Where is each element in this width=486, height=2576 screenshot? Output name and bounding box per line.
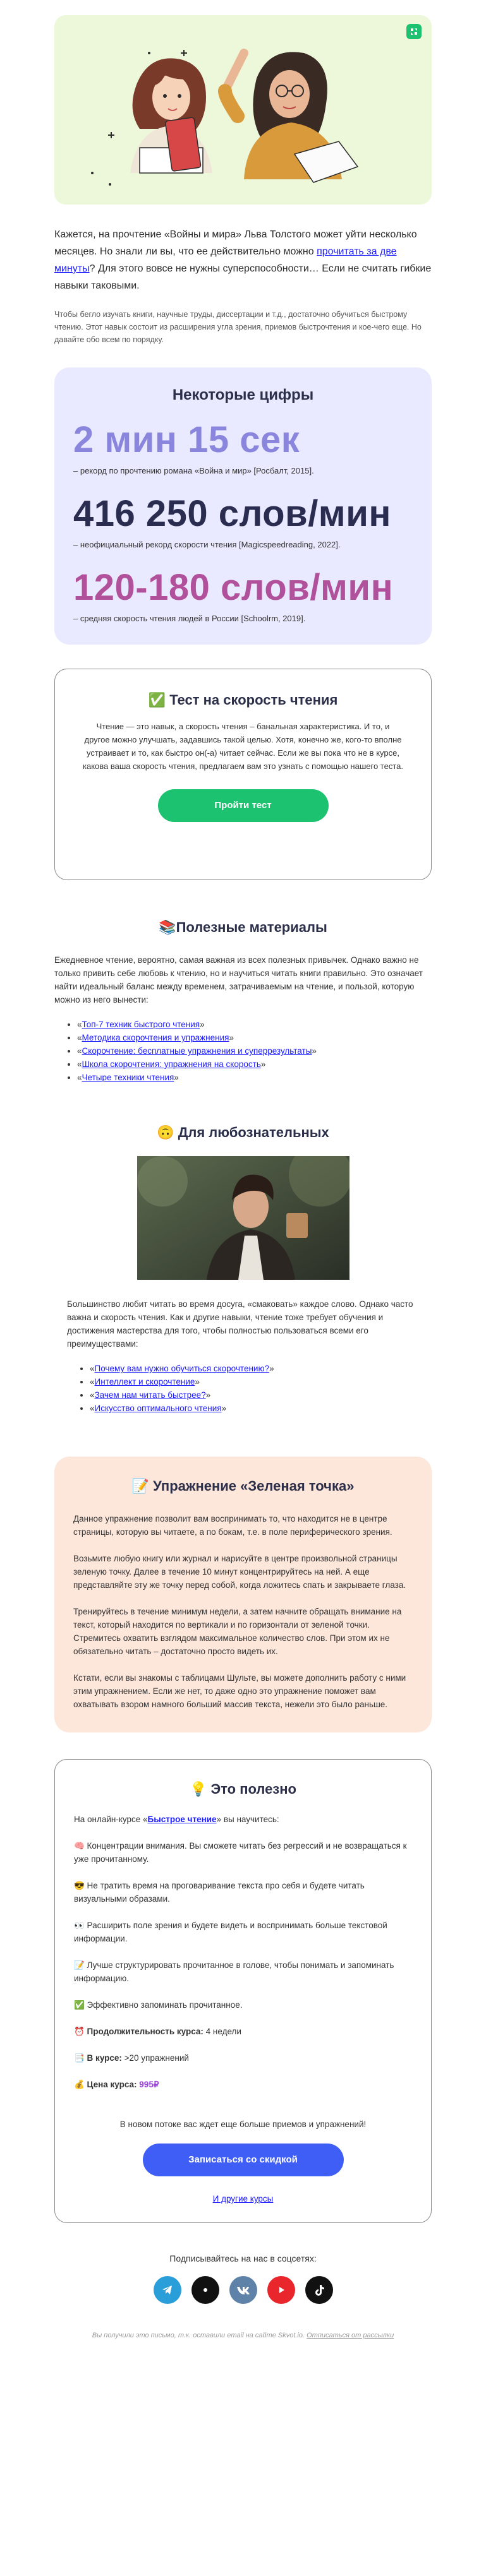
exercise-paragraph-1: Данное упражнение позволит вам воспринимать то, что находится не в центре страницы, которую вы читаете, а по бокам, т.е. в поле периферического зрения. [73, 1514, 392, 1537]
materials-link-4[interactable]: Школа скорочтения: упражнения на скорость [82, 1059, 261, 1069]
unsubscribe-link[interactable]: Отписаться от рассылки [307, 2332, 394, 2339]
useful-point-2: 😎 Не тратить время на проговаривание текста про себя и будете читать визуальными образами. [74, 1881, 365, 1904]
youtube-icon[interactable] [267, 2276, 295, 2304]
list-item: • «Интеллект и скорочтение» [90, 1375, 432, 1388]
signup-discount-button[interactable]: Записаться со скидкой [143, 2144, 344, 2176]
number-value-2: 416 250 слов/мин [73, 493, 391, 534]
movie-still-illustration [137, 1156, 349, 1280]
other-courses-link[interactable]: И другие курсы [212, 2194, 274, 2203]
brand-logo-icon [405, 23, 423, 40]
list-item: • «Четыре техники чтения» [77, 1071, 432, 1084]
list-item: • «Зачем нам читать быстрее?» [90, 1388, 432, 1402]
curious-link-2[interactable]: Интеллект и скорочтение [94, 1377, 195, 1386]
useful-point-4: 📝 Лучше структурировать прочитанное в голове, чтобы понимать и запоминать информацию. [74, 1960, 394, 1983]
materials-section [54, 919, 432, 1084]
course-link[interactable]: Быстрое чтение [147, 1815, 217, 1824]
number-caption-3: – средняя скорость чтения людей в России [Schoolrm, 2019]. [73, 614, 306, 623]
materials-links [54, 1018, 432, 1084]
useful-point-5: ✅ Эффективно запоминать прочитанное. [74, 2000, 243, 2010]
footer-text: Вы получили это письмо, т.к. оставили email на сайте Skvot.io. [92, 2332, 307, 2339]
intro-text-end: ? Для этого вовсе не нужны суперспособности… Если не считать гибкие навыки таковыми. [54, 263, 432, 291]
list-item: • «Почему вам нужно обучиться скорочтению?» [90, 1362, 432, 1375]
take-test-button[interactable]: Пройти тест [158, 789, 329, 822]
useful-lead [74, 1813, 412, 1826]
speed-test-text: Чтение — это навык, а скорость чтения – банальная характеристика. И то, и другое можно улучшать, задавшись такой целью. Хотя, конечно же, кого-то вполне устраивает и то, как быстро он(-а) читает сейчас. Если же вы пока что не в курсе, какова ваша скорость чтения, предлагаем вам это узнать с помощью нашего теста. [83, 722, 403, 771]
materials-link-3[interactable]: Скорочтение: бесплатные упражнения и суперрезультаты [82, 1046, 312, 1056]
materials-title: 📚Полезные материалы [159, 919, 327, 935]
dots-icon[interactable] [191, 2276, 219, 2304]
social-title: Подписывайтесь на нас в соцсетях: [169, 2253, 317, 2263]
speed-test-card [54, 669, 432, 880]
useful-card [54, 1759, 432, 2223]
speed-test-title: ✅ Тест на скорость чтения [148, 692, 338, 708]
numbers-title: Некоторые цифры [172, 386, 314, 403]
course-price [74, 2078, 412, 2091]
curious-link-3[interactable]: Зачем нам читать быстрее? [94, 1390, 206, 1400]
useful-cta-text: В новом потоке вас ждет еще больше приемов и упражнений! [119, 2120, 367, 2129]
duration-value: 4 недели [203, 2027, 241, 2036]
duration-label: ⏰ Продолжительность курса: [74, 2027, 204, 2036]
movie-still-image [137, 1156, 349, 1280]
list-item: • «Скорочтение: бесплатные упражнения и суперрезультаты» [77, 1044, 432, 1058]
two-minutes-link[interactable]: прочитать за две минуты [54, 246, 397, 274]
number-caption-2: – неофициальный рекорд скорости чтения [Magicspeedreading, 2022]. [73, 540, 341, 549]
course-duration [74, 2025, 412, 2038]
footer [54, 2332, 432, 2353]
exercise-paragraph-4: Кстати, если вы знакомы с таблицами Шульте, вы можете дополнить работу с ними этим упражнением. Если же нет, то даже одно это упражнение поможет вам охватывать взором намного больший массив текста, нежели это было раньше. [73, 1673, 406, 1709]
curious-text: Большинство любит читать во время досуга, «смаковать» каждое слово. Однако часто важна и скорость чтения. Как и другие навыки, чтение тоже требует обучения и достижения мастерства для того, чтобы полностью пользоваться всеми его преимуществами: [67, 1299, 413, 1349]
curious-link-1[interactable]: Почему вам нужно обучиться скорочтению? [94, 1364, 270, 1373]
list-item: • «Топ-7 техник быстрого чтения» [77, 1018, 432, 1031]
list-item: • «Искусство оптимального чтения» [90, 1402, 432, 1415]
intro-text-start: Кажется, на прочтение «Войны и мира» Льва Толстого может уйти несколько месяцев. Но знали ли вы, что ее действительно можно [54, 229, 417, 257]
numbers-block [54, 367, 432, 645]
social-section [54, 2253, 432, 2304]
number-value-1: 2 мин 15 сек [73, 419, 300, 460]
useful-point-3: 👀 Расширить поле зрения и будете видеть и воспринимать больше текстовой информации. [74, 1921, 387, 1943]
email-page [0, 15, 486, 2353]
exercise-title: 📝 Упражнение «Зеленая точка» [131, 1478, 355, 1494]
tiktok-icon[interactable] [305, 2276, 333, 2304]
hero-banner [54, 15, 432, 205]
intro-small-text: Чтобы бегло изучать книги, научные труды, диссертации и т.д., достаточно обучиться быстрому чтению. Этот навык состоит из расширения угла зрения, приемов быстрочтения и кое-чего еще. Но давайте обо всем по порядку. [54, 310, 422, 344]
course-content [74, 2051, 412, 2065]
curious-title: 🙃 Для любознательных [157, 1124, 329, 1140]
exercise-block [54, 1457, 432, 1732]
social-icons [54, 2276, 432, 2304]
other-courses [74, 2194, 412, 2203]
exercise-paragraph-2: Возьмите любую книгу или журнал и нарисуйте в центре произвольной страницы зеленую точку. Далее в течение 10 минут концентрируйтесь на ней. А еще представляйте эту же точку перед собой, когда ложитесь спать и закрываете глаза. [73, 1554, 406, 1590]
number-caption-1: – рекорд по прочтению романа «Война и мир» [Росбалт, 2015]. [73, 466, 314, 475]
materials-link-2[interactable]: Методика скорочтения и упражнения [82, 1033, 229, 1042]
list-item: • «Школа скорочтения: упражнения на скорость» [77, 1058, 432, 1071]
course-label: 📑 В курсе: [74, 2053, 122, 2063]
price-value: 995₽ [139, 2080, 159, 2089]
curious-link-4[interactable]: Искусство оптимального чтения [94, 1404, 222, 1413]
useful-lead-start: На онлайн-курсе « [74, 1815, 148, 1824]
reading-women-illustration [54, 15, 432, 205]
vk-icon[interactable] [229, 2276, 257, 2304]
useful-point-1: 🧠 Концентрации внимания. Вы сможете читать без регрессий и не возвращаться к уже прочитанному. [74, 1841, 407, 1864]
curious-links [54, 1362, 432, 1415]
useful-title: 💡 Это полезно [190, 1781, 296, 1797]
intro-text [54, 226, 432, 294]
exercise-paragraph-3: Тренируйтесь в течение минимум недели, а затем начните обращать внимание на текст, который находится по вертикали и по горизонтали от зеленой точки. Стремитесь охватить взглядом максимальное количество слов. При этом их не обязательно читать – достаточно просто видеть их. [73, 1607, 402, 1656]
telegram-icon[interactable] [154, 2276, 181, 2304]
curious-section [54, 1124, 432, 1415]
price-label: 💰 Цена курса: [74, 2080, 137, 2089]
list-item: • «Методика скорочтения и упражнения» [77, 1031, 432, 1044]
materials-link-5[interactable]: Четыре техники чтения [82, 1073, 174, 1082]
number-value-3: 120-180 слов/мин [73, 567, 394, 608]
materials-link-1[interactable]: Топ-7 техник быстрого чтения [82, 1020, 200, 1029]
course-value: >20 упражнений [121, 2053, 189, 2063]
useful-lead-end: » вы научитесь: [216, 1815, 279, 1824]
materials-text: Ежедневное чтение, вероятно, самая важная из всех полезных привычек. Однако важно не только привить себе любовь к чтению, но и научиться читать книги правильно. Это означает найти идеальный баланс между временем, затрачиваемым на чтение, и пользой, которую можно из него вынести: [54, 955, 423, 1005]
